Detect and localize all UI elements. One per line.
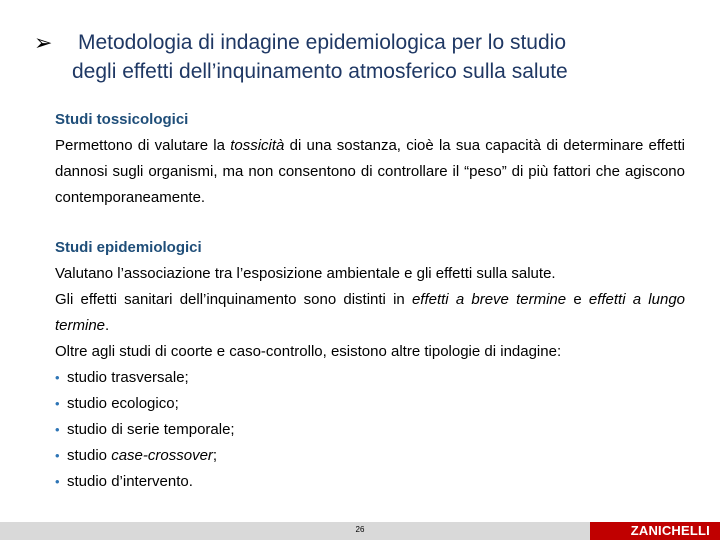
slide-title	[34, 28, 694, 86]
list-item: • studio d’intervento.	[55, 469, 685, 495]
list-item: • studio di serie temporale;	[55, 417, 685, 443]
emphasis-lungo-termine: effetti a lungo termine	[55, 291, 685, 334]
page-number: 26	[355, 525, 365, 534]
text-span: di una sostanza, cioè la sua capacità di determinare effetti dannosi sugli organismi, ma non consentono di controllare il “peso” di più fattori che agiscono contemporaneamente.	[55, 137, 685, 206]
paragraph-tipologie: Oltre agli studi di coorte e caso-controllo, esistono altre tipologie di indagine:	[55, 343, 562, 360]
text-span: ;	[212, 447, 218, 464]
study-types-list	[55, 365, 685, 495]
list-item: • studio trasversale;	[55, 365, 685, 391]
emphasis-tossicita: tossicità	[230, 137, 285, 154]
text-span: Gli effetti sanitari dell’inquinamento sono distinti in	[55, 291, 412, 308]
slide-body	[55, 107, 685, 495]
text-span: studio	[67, 447, 112, 464]
paragraph-effetti	[55, 287, 685, 339]
text-span: Permettono di valutare la	[55, 137, 231, 154]
footer-bar	[0, 522, 720, 540]
list-item	[55, 443, 685, 469]
paragraph-tossicologici	[55, 133, 685, 211]
text-span: .	[105, 317, 110, 334]
arrow-bullet-icon: ➢	[34, 30, 53, 55]
brand-logo: ZANICHELLI	[630, 523, 710, 538]
heading-studi-tossicologici: Studi tossicologici	[55, 111, 189, 128]
paragraph-valutano: Valutano l’associazione tra l’esposizione ambientale e gli effetti sulla salute.	[55, 265, 556, 282]
text-span: e	[566, 291, 589, 308]
title-line-1: Metodologia di indagine epidemiologica per lo studio	[78, 31, 566, 54]
spacer	[55, 211, 685, 235]
title-line-2: degli effetti dell’inquinamento atmosferico sulla salute	[72, 60, 568, 83]
list-item: • studio ecologico;	[55, 391, 685, 417]
emphasis-case-crossover: case-crossover	[111, 447, 213, 464]
heading-studi-epidemiologici: Studi epidemiologici	[55, 239, 202, 256]
emphasis-breve-termine: effetti a breve termine	[411, 291, 567, 308]
